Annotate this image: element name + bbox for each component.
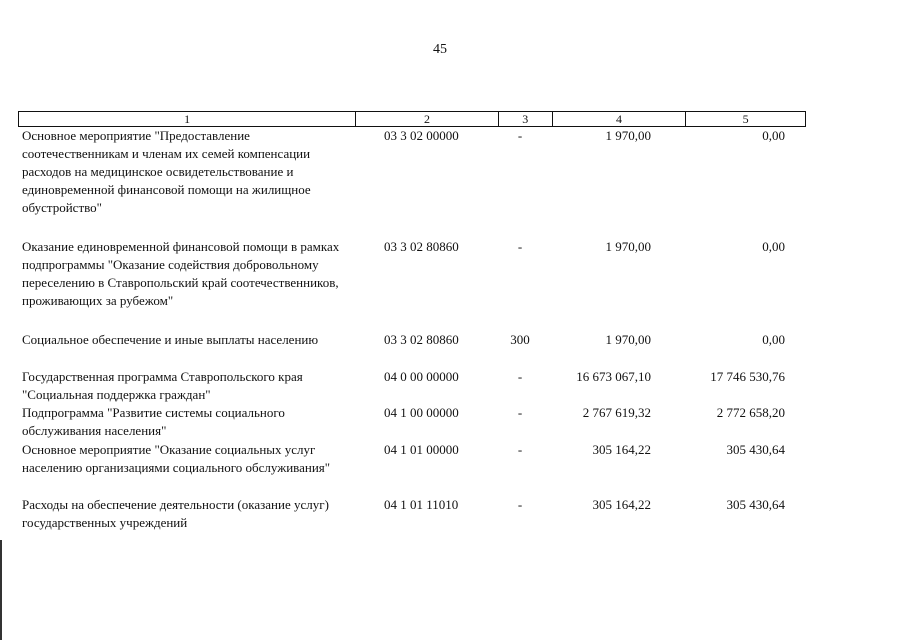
row-code: 03 3 02 80860 [384, 239, 459, 254]
row-name: Расходы на обеспечение деятельности (оказание услуг) государственных учреждений [22, 497, 329, 530]
column-header-5: 5 [742, 112, 749, 126]
row-value-1: 305 164,22 [592, 442, 651, 457]
row-type: - [517, 405, 523, 420]
row-name: Социальное обеспечение и иные выплаты населению [22, 332, 319, 347]
column-header-1: 1 [19, 112, 356, 126]
row-value-1: 305 164,22 [592, 497, 651, 512]
row-value-2: 305 430,64 [726, 497, 785, 512]
row-type: - [517, 128, 523, 143]
row-value-1: 1 970,00 [605, 128, 651, 143]
row-code: 04 1 00 00000 [384, 405, 459, 420]
row-type: 300 [510, 332, 530, 347]
scan-edge-line [0, 540, 2, 640]
row-value-2: 0,00 [762, 128, 785, 143]
row-name: Оказание единовременной финансовой помощи в рамках подпрограммы "Оказание содействия добровольному переселению в Ставропольский край соотечественников, проживающих за рубежом" [22, 239, 340, 308]
column-header-2: 2 [356, 112, 499, 126]
row-value-2: 17 746 530,76 [710, 369, 785, 384]
row-code: 04 0 00 00000 [384, 369, 459, 384]
row-value-1: 16 673 067,10 [576, 369, 651, 384]
row-name: Основное мероприятие "Оказание социальных услуг населению организациями социального обслуживания" [22, 442, 331, 475]
row-value-1: 2 767 619,32 [582, 405, 651, 420]
row-value-2: 0,00 [762, 332, 785, 347]
row-type: - [517, 442, 523, 457]
row-value-2: 0,00 [762, 239, 785, 254]
row-type: - [517, 239, 523, 254]
row-value-2: 305 430,64 [726, 442, 785, 457]
column-header-4: 4 [553, 112, 687, 126]
row-value-1: 1 970,00 [605, 332, 651, 347]
table-header [18, 111, 806, 127]
row-type: - [517, 497, 523, 512]
row-type: - [517, 369, 523, 384]
row-code: 04 1 01 00000 [384, 442, 459, 457]
row-value-2: 2 772 658,20 [716, 405, 785, 420]
row-code: 03 3 02 80860 [384, 332, 459, 347]
page-number: 45 [433, 42, 447, 57]
row-value-1: 1 970,00 [605, 239, 651, 254]
row-name: Государственная программа Ставропольского края "Социальная поддержка граждан" [22, 369, 303, 402]
row-name: Подпрограмма "Развитие системы социального обслуживания населения" [22, 405, 285, 438]
row-name: Основное мероприятие "Предоставление соотечественникам и членам их семей компенсации расходов на медицинское освидетельствование и единовременной финансовой помощи на жилищное обустройство" [22, 128, 311, 215]
row-code: 04 1 01 11010 [384, 497, 459, 512]
row-code: 03 3 02 00000 [384, 128, 459, 143]
column-header-3: 3 [499, 112, 553, 126]
